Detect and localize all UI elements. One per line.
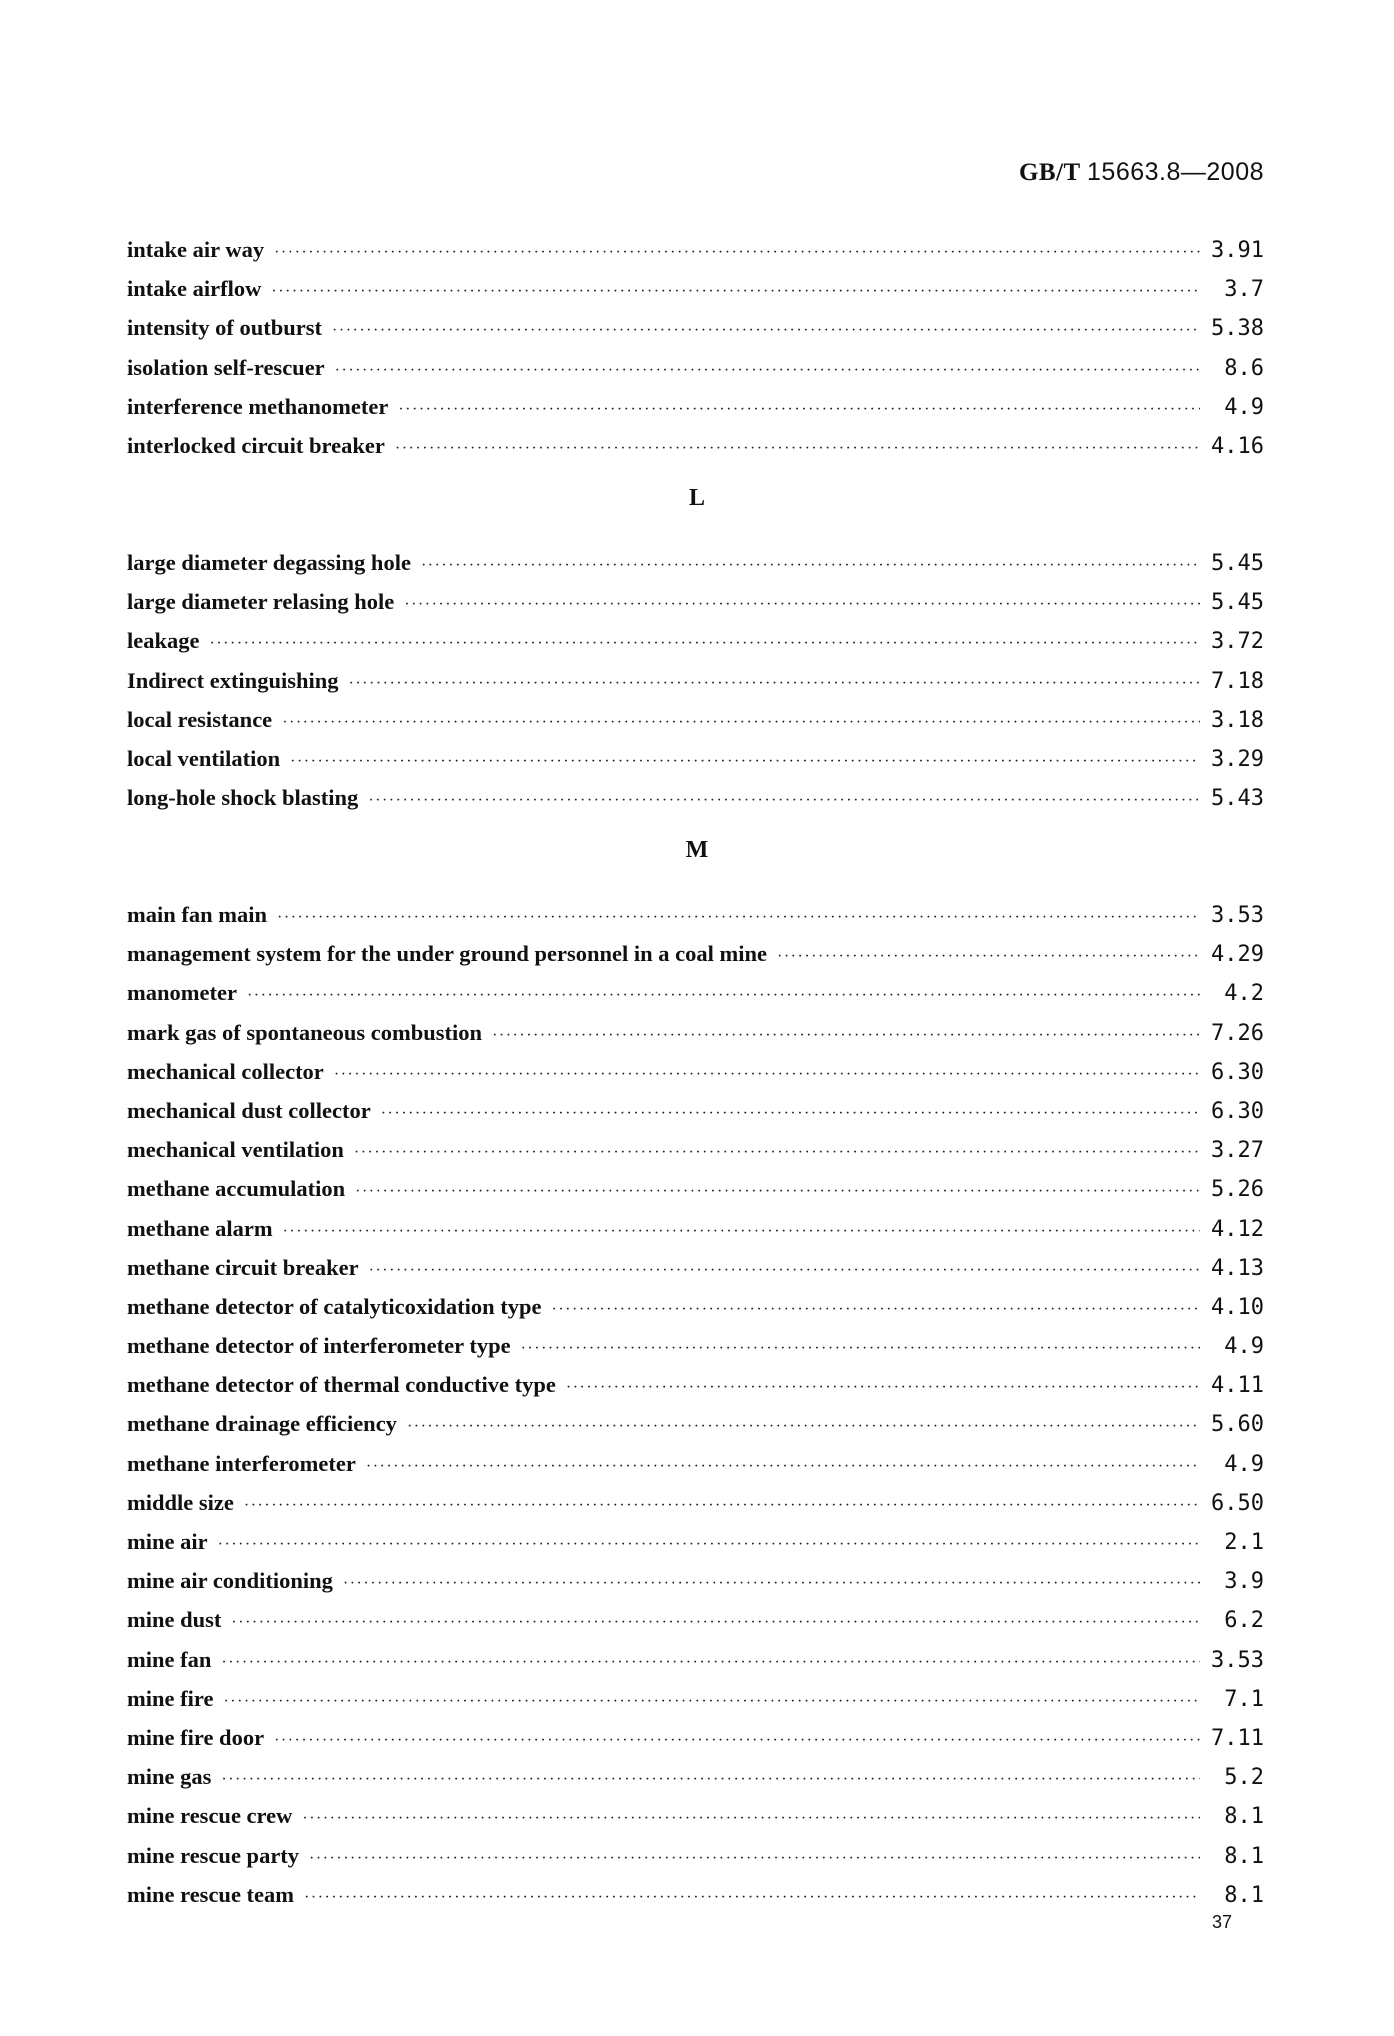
- leader-dots: [247, 976, 1200, 1015]
- entry-ref: 5.60: [1211, 1412, 1264, 1438]
- entry-term: interference methanometer: [127, 393, 389, 419]
- entry-term: mechanical dust collector: [127, 1097, 371, 1123]
- entry-term: interlocked circuit breaker: [127, 432, 385, 458]
- entry-term: mine fire: [127, 1685, 214, 1711]
- index-entry: [127, 543, 1264, 582]
- leader-dots: [218, 1525, 1200, 1564]
- entry-term: main fan main: [127, 902, 268, 927]
- leader-dots: [223, 1682, 1200, 1721]
- index-entry: [127, 1052, 1264, 1091]
- entry-ref: 6.30: [1211, 1098, 1264, 1124]
- entry-term: mine rescue team: [127, 1881, 295, 1907]
- index-entry: [127, 387, 1264, 426]
- index-entry: [127, 269, 1264, 308]
- entry-term: methane circuit breaker: [127, 1254, 359, 1280]
- entry-term: mine air conditioning: [127, 1568, 333, 1594]
- page-header: [1019, 158, 1264, 187]
- entry-term: intake airflow: [127, 276, 262, 302]
- leader-dots: [777, 937, 1200, 976]
- index-entry: [127, 934, 1264, 973]
- entry-ref: 8.1: [1224, 1843, 1264, 1869]
- leader-dots: [407, 1407, 1200, 1446]
- index-entry: [127, 1404, 1264, 1443]
- entry-ref: 4.12: [1211, 1216, 1264, 1242]
- leader-dots: [335, 351, 1200, 390]
- leader-dots: [398, 390, 1200, 429]
- entry-ref: 5.26: [1211, 1177, 1264, 1203]
- entry-ref: 3.27: [1211, 1138, 1264, 1164]
- leader-dots: [366, 1447, 1200, 1486]
- leader-dots: [368, 781, 1200, 820]
- entry-ref: 3.18: [1211, 707, 1264, 733]
- entry-term: mechanical collector: [127, 1058, 324, 1084]
- leader-dots: [271, 272, 1200, 311]
- entry-ref: 4.10: [1211, 1294, 1264, 1320]
- index-entry: [127, 973, 1264, 1012]
- index-entry: [127, 895, 1264, 934]
- entry-ref: 3.29: [1211, 746, 1264, 772]
- index-entry: [127, 1287, 1264, 1326]
- entry-ref: 3.9: [1224, 1569, 1264, 1595]
- index-entry: [127, 230, 1264, 269]
- leader-dots: [309, 1839, 1200, 1878]
- index-entry: [127, 1718, 1264, 1757]
- leader-dots: [274, 1721, 1200, 1760]
- index-section-l: [127, 543, 1264, 817]
- index-entry: [127, 1640, 1264, 1679]
- entry-ref: 8.1: [1224, 1804, 1264, 1830]
- entry-ref: 7.11: [1211, 1725, 1264, 1751]
- standard-number: 15663.8—2008: [1087, 158, 1264, 186]
- leader-dots: [304, 1878, 1200, 1917]
- leader-dots: [277, 898, 1200, 937]
- entry-term: mine fan: [127, 1646, 212, 1672]
- leader-dots: [369, 1251, 1200, 1290]
- entry-term: mechanical ventilation: [127, 1137, 344, 1163]
- leader-dots: [231, 1603, 1200, 1642]
- entry-ref: 4.9: [1224, 1451, 1264, 1477]
- entry-ref: 7.26: [1211, 1020, 1264, 1046]
- index-entry: [127, 308, 1264, 347]
- leader-dots: [354, 1133, 1200, 1172]
- index-entry: [127, 1796, 1264, 1835]
- entry-ref: 4.16: [1211, 433, 1264, 459]
- index-entry: [127, 1522, 1264, 1561]
- index-entry: [127, 426, 1264, 465]
- entry-term: middle size: [127, 1489, 234, 1515]
- index-section-m: [127, 895, 1264, 1914]
- entry-term: mine rescue party: [127, 1842, 300, 1868]
- entry-ref: 4.9: [1224, 394, 1264, 420]
- entry-ref: 7.1: [1224, 1686, 1264, 1712]
- entry-ref: 5.2: [1224, 1765, 1264, 1791]
- entry-ref: 7.18: [1211, 668, 1264, 694]
- index-entry: [127, 1091, 1264, 1130]
- entry-ref: 3.53: [1211, 903, 1264, 928]
- index-entry: [127, 739, 1264, 778]
- index-entry: [127, 661, 1264, 700]
- entry-ref: 6.50: [1211, 1490, 1264, 1516]
- leader-dots: [210, 624, 1201, 663]
- entry-term: methane accumulation: [127, 1176, 346, 1202]
- entry-term: methane detector of interferometer type: [127, 1333, 511, 1359]
- section-letter-m: M: [685, 837, 709, 863]
- leader-dots: [492, 1016, 1200, 1055]
- entry-ref: 8.6: [1224, 355, 1264, 381]
- index-entry: [127, 348, 1264, 387]
- entry-term: manometer: [127, 980, 237, 1006]
- entry-ref: 3.53: [1211, 1647, 1264, 1673]
- entry-term: leakage: [127, 628, 200, 654]
- entry-term: intensity of outburst: [127, 315, 323, 341]
- entry-term: methane detector of catalyticoxidation type: [127, 1293, 542, 1319]
- index-section-i: [127, 230, 1264, 465]
- leader-dots: [521, 1329, 1200, 1368]
- index-entry: [127, 582, 1264, 621]
- leader-dots: [421, 546, 1200, 585]
- leader-dots: [332, 311, 1200, 350]
- entry-term: methane detector of thermal conductive type: [127, 1372, 556, 1398]
- entry-term: methane interferometer: [127, 1450, 356, 1476]
- index-entry: [127, 1365, 1264, 1404]
- entry-term: mine air: [127, 1529, 208, 1554]
- index-entry: [127, 1248, 1264, 1287]
- index-entry: [127, 1483, 1264, 1522]
- leader-dots: [404, 585, 1200, 624]
- entry-term: isolation self-rescuer: [127, 354, 325, 380]
- leader-dots: [355, 1172, 1200, 1211]
- entry-ref: 6.30: [1211, 1059, 1264, 1085]
- entry-ref: 2.1: [1224, 1530, 1264, 1555]
- entry-term: mine dust: [127, 1607, 222, 1633]
- page-number: 37: [1212, 1912, 1233, 1932]
- entry-ref: 5.38: [1211, 316, 1264, 342]
- index-entry: [127, 700, 1264, 739]
- entry-ref: 5.45: [1211, 551, 1264, 576]
- entry-term: management system for the under ground personnel in a coal mine: [127, 941, 768, 967]
- entry-ref: 4.9: [1224, 1334, 1264, 1360]
- entry-term: mine gas: [127, 1764, 212, 1790]
- leader-dots: [566, 1368, 1200, 1407]
- index-entry: [127, 1561, 1264, 1600]
- entry-ref: 3.91: [1211, 238, 1264, 263]
- index-entry: [127, 1209, 1264, 1248]
- index-entry: [127, 1875, 1264, 1914]
- entry-ref: 4.11: [1211, 1373, 1264, 1399]
- index-entry: [127, 1679, 1264, 1718]
- entry-ref: 8.1: [1224, 1882, 1264, 1908]
- index-entry: [127, 1757, 1264, 1796]
- entry-term: large diameter relasing hole: [127, 589, 395, 615]
- leader-dots: [282, 703, 1200, 742]
- entry-term: local resistance: [127, 706, 273, 732]
- entry-term: mine rescue crew: [127, 1803, 293, 1829]
- entry-term: large diameter degassing hole: [127, 550, 411, 575]
- entry-ref: 4.29: [1211, 942, 1264, 968]
- section-letter-l: L: [688, 485, 705, 511]
- standard-code: GB/T: [1018, 159, 1081, 186]
- leader-dots: [334, 1055, 1200, 1094]
- entry-ref: 3.7: [1224, 277, 1264, 303]
- index-entry: [127, 1836, 1264, 1875]
- leader-dots: [552, 1290, 1201, 1329]
- entry-term: local ventilation: [127, 745, 281, 771]
- leader-dots: [395, 429, 1200, 468]
- leader-dots: [283, 1212, 1200, 1251]
- leader-dots: [349, 664, 1201, 703]
- index-entry: [127, 1600, 1264, 1639]
- entry-term: mark gas of spontaneous combustion: [127, 1019, 483, 1045]
- index-entry: [127, 1013, 1264, 1052]
- entry-term: mine fire door: [127, 1724, 265, 1750]
- entry-ref: 6.2: [1224, 1608, 1264, 1634]
- entry-term: methane alarm: [127, 1215, 273, 1241]
- entry-ref: 5.43: [1211, 786, 1264, 812]
- leader-dots: [221, 1643, 1200, 1682]
- index-entry: [127, 1326, 1264, 1365]
- entry-ref: 3.72: [1211, 629, 1264, 655]
- leader-dots: [244, 1486, 1200, 1525]
- index-entry: [127, 621, 1264, 660]
- index-entry: [127, 1169, 1264, 1208]
- leader-dots: [274, 233, 1200, 272]
- leader-dots: [221, 1760, 1200, 1799]
- entry-term: intake air way: [127, 237, 265, 262]
- entry-ref: 4.13: [1211, 1255, 1264, 1281]
- leader-dots: [343, 1564, 1200, 1603]
- leader-dots: [302, 1799, 1200, 1838]
- index-entry: [127, 778, 1264, 817]
- index-entry: [127, 1130, 1264, 1169]
- index-entry: [127, 1444, 1264, 1483]
- entry-ref: 4.2: [1224, 981, 1264, 1007]
- leader-dots: [381, 1094, 1200, 1133]
- entry-term: Indirect extinguishing: [127, 667, 339, 693]
- leader-dots: [290, 742, 1200, 781]
- entry-ref: 5.45: [1211, 590, 1264, 616]
- entry-term: methane drainage efficiency: [127, 1411, 397, 1437]
- entry-term: long-hole shock blasting: [127, 785, 359, 811]
